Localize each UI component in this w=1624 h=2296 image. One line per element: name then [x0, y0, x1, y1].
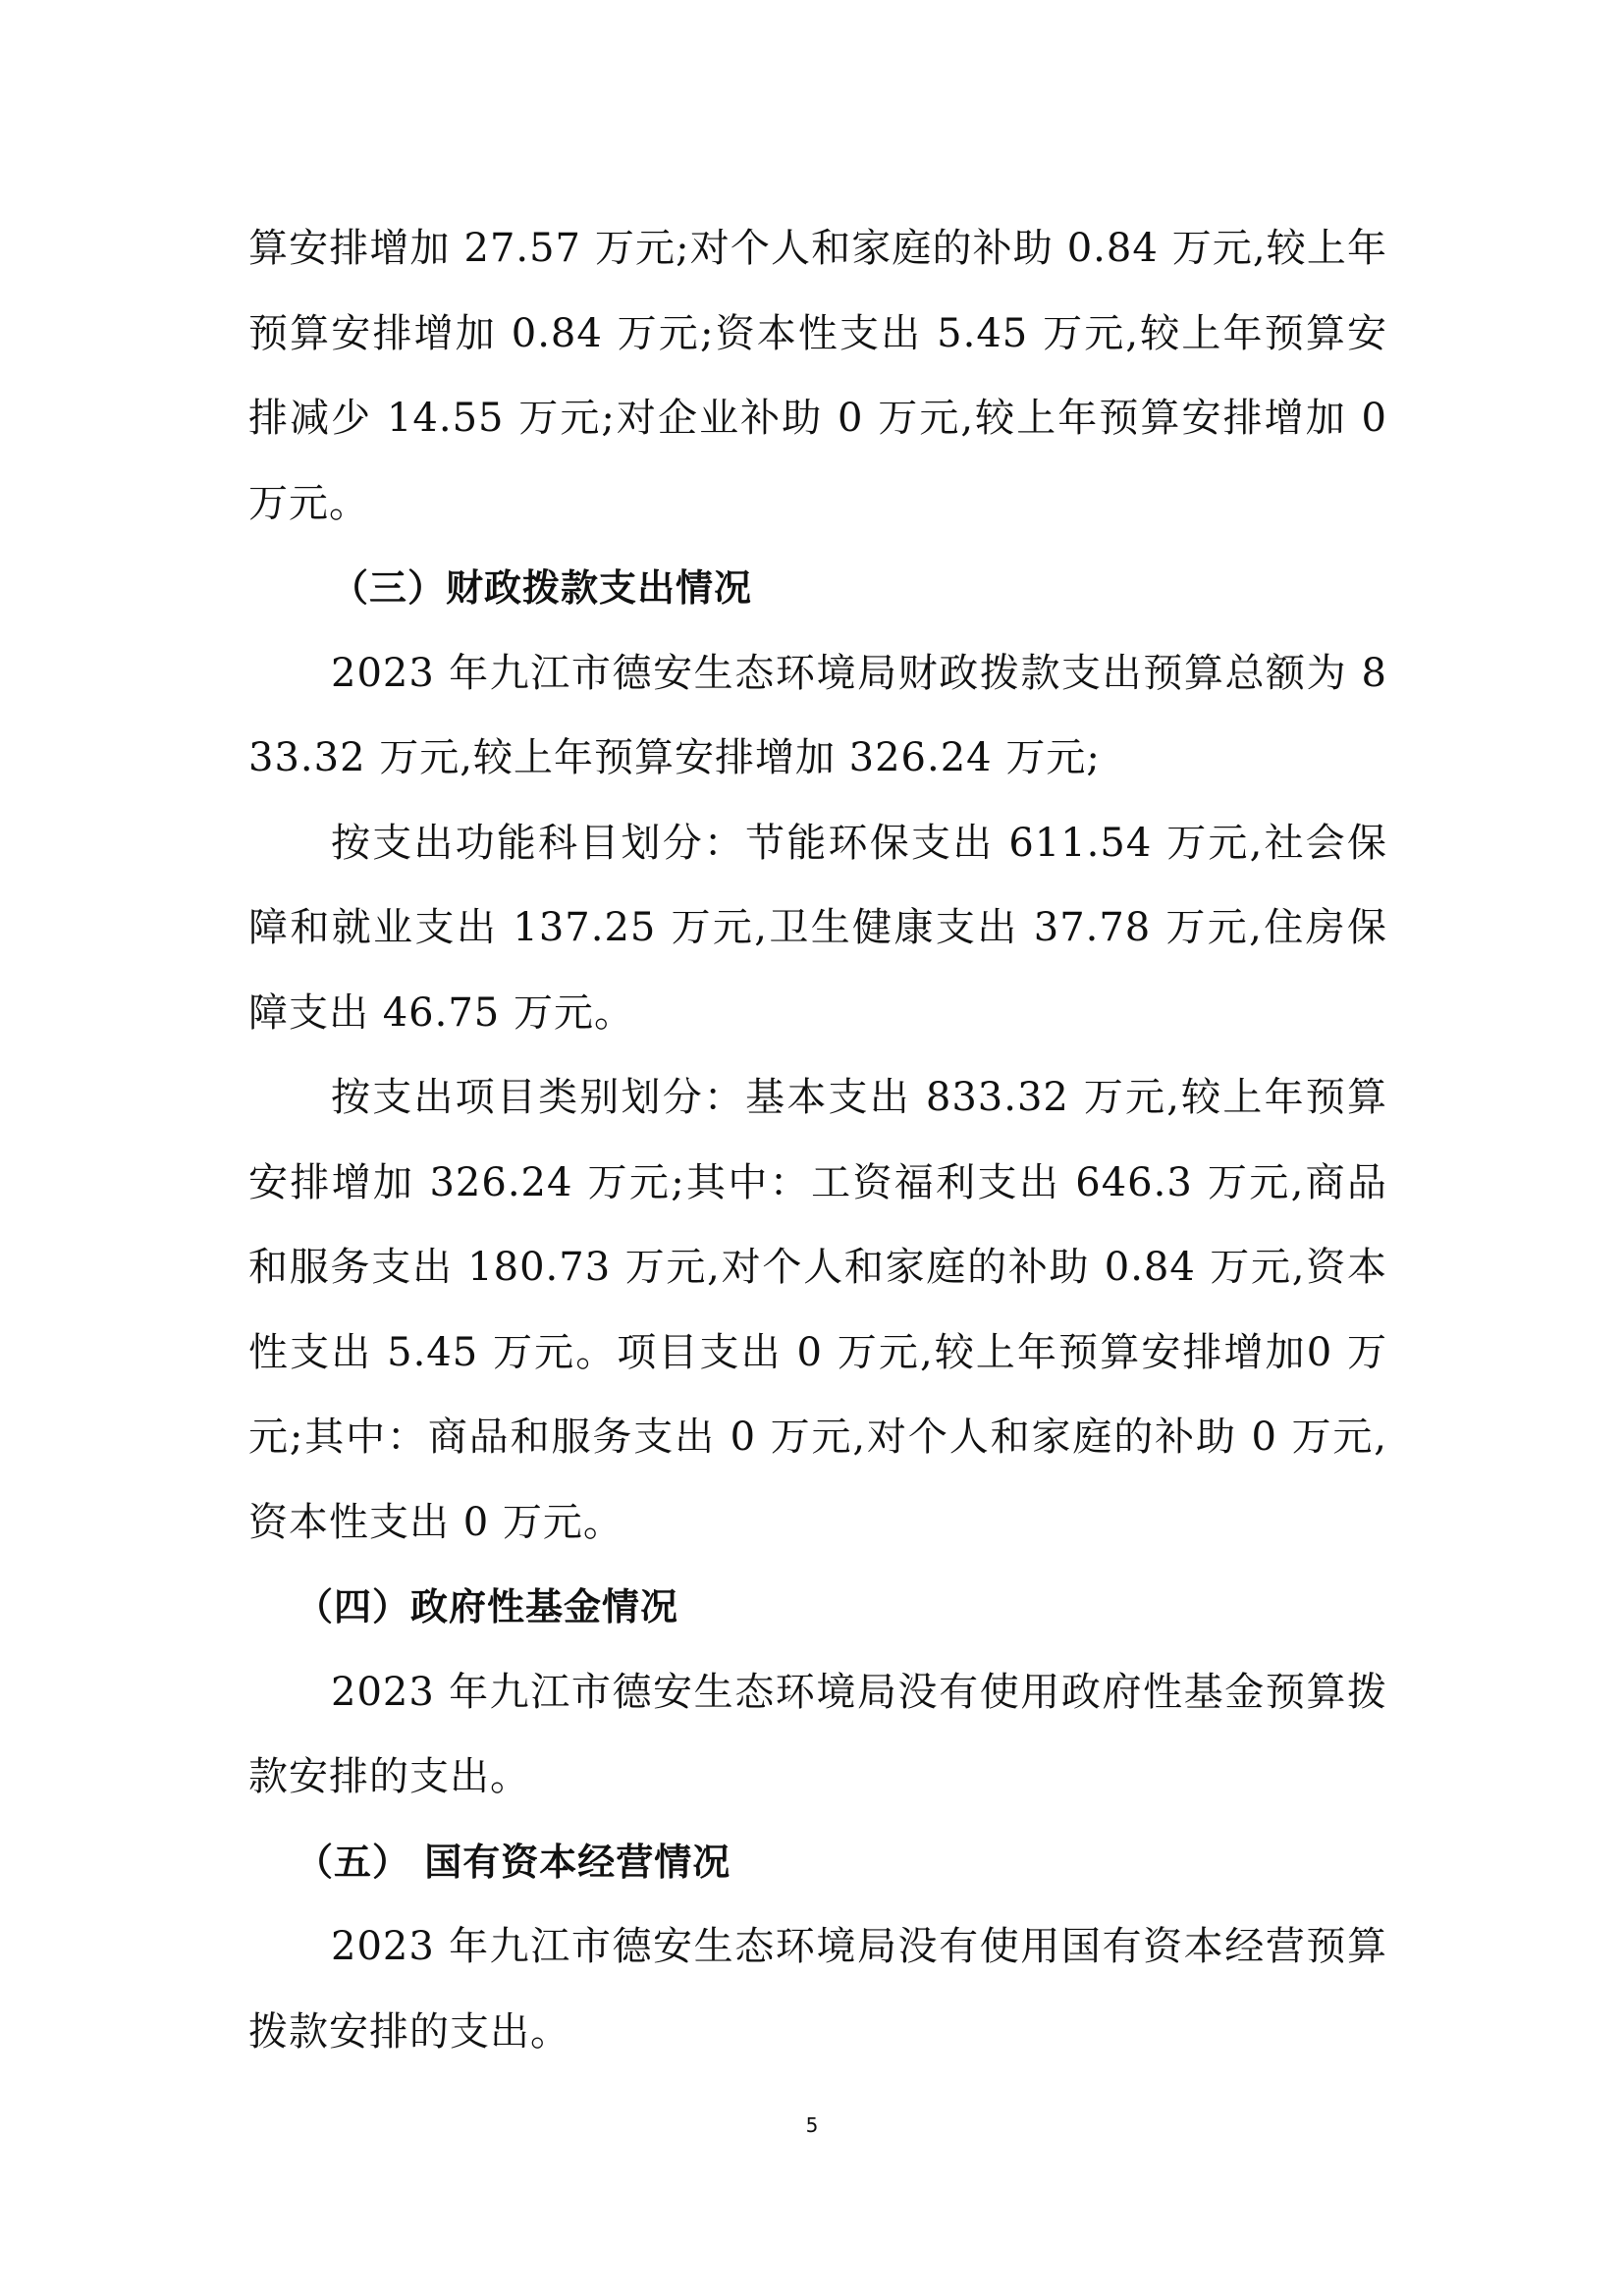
paragraph-by-function: 按支出功能科目划分：节能环保支出 611.54 万元,社会保障和就业支出 137.25 万元,卫生健康支出 37.78 万元,住房保障支出 46.75 万元。 — [248, 820, 1387, 1036]
paragraph-continued-expenditure: 算安排增加 27.57 万元;对个人和家庭的补助 0.84 万元,较上年预算安排增加 0.84 万元;资本性支出 5.45 万元,较上年预算安排减少 14.55 万元;对企业补助 0 万元,较上年预算安排增加 0 万元。 — [248, 226, 1387, 526]
page-number: 5 — [805, 2113, 819, 2137]
paragraph-fiscal-total: 2023 年九江市德安生态环境局财政拨款支出预算总额为 833.32 万元,较上年预算安排增加 326.24 万元; — [248, 650, 1387, 780]
section-heading-state-capital: （五） 国有资本经营情况 — [296, 1840, 731, 1884]
section-heading-government-fund: （四）政府性基金情况 — [296, 1585, 679, 1629]
paragraph-by-project-category: 按支出项目类别划分：基本支出 833.32 万元,较上年预算安排增加 326.24 万元;其中：工资福利支出 646.3 万元,商品和服务支出 180.73 万元,对个人和家庭的补助 0.84 万元,资本性支出 5.45 万元。项目支出 0 万元,较上年预算安排增加0 万元;其中：商品和服务支出 0 万元,对个人和家庭的补助 0 万元,资本性支出 0 万元。 — [248, 1075, 1387, 1545]
paragraph-state-capital: 2023 年九江市德安生态环境局没有使用国有资本经营预算拨款安排的支出。 — [248, 1924, 1387, 2055]
section-heading-fiscal-appropriation: （三）财政拨款支出情况 — [331, 566, 753, 610]
document-body — [248, 206, 1387, 2074]
paragraph-government-fund: 2023 年九江市德安生态环境局没有使用政府性基金预算拨款安排的支出。 — [248, 1669, 1387, 1799]
